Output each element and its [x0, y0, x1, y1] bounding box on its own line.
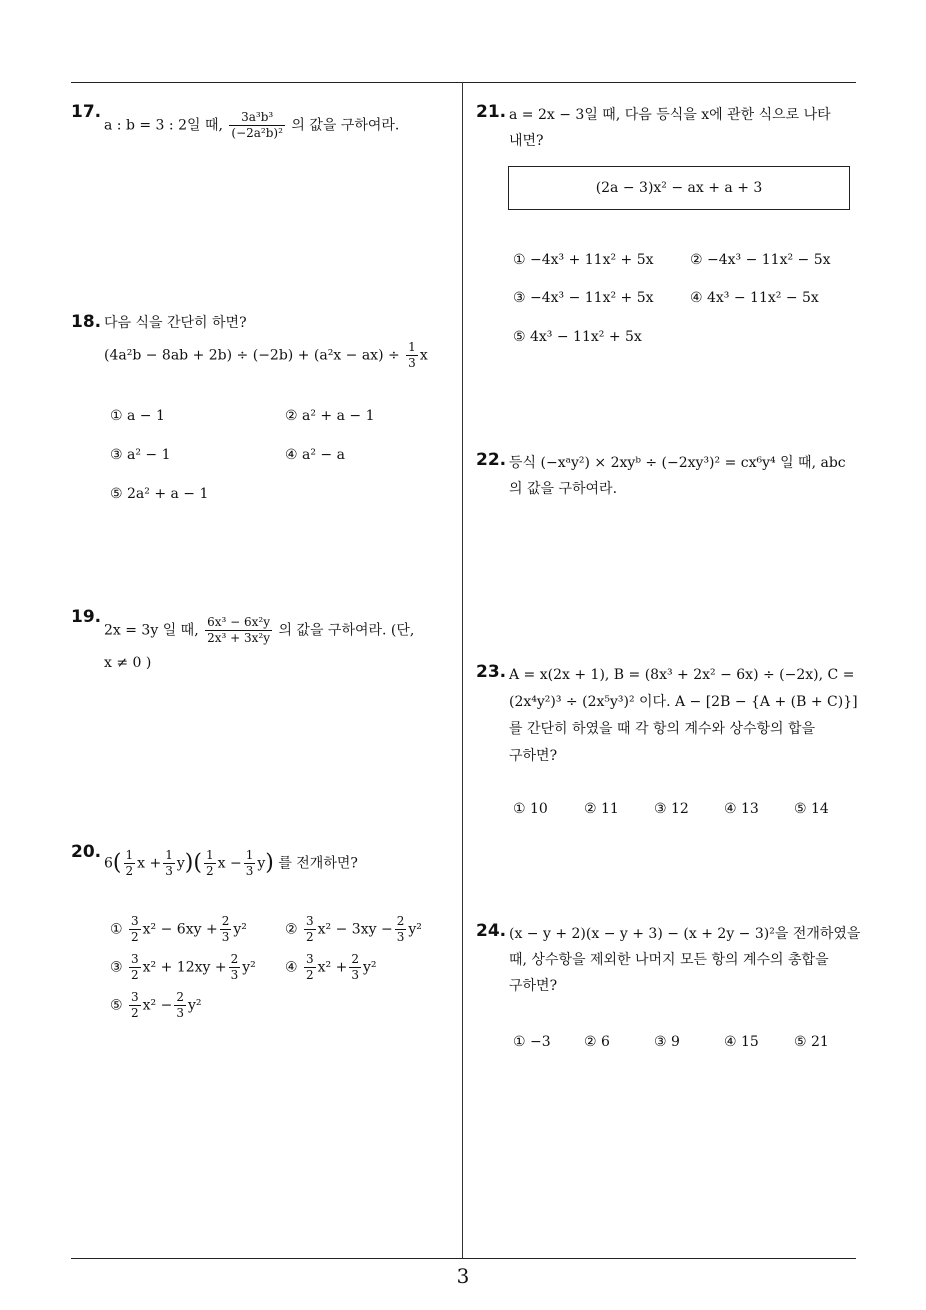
- fraction: [129, 952, 141, 983]
- numerator: 1: [245, 848, 254, 862]
- choice-4[interactable]: ④ 15: [724, 1034, 759, 1050]
- choice-marker: ①: [110, 921, 128, 938]
- question-number: 19.: [71, 607, 102, 627]
- denominator: 3: [176, 1006, 184, 1020]
- term: x² −: [142, 997, 173, 1014]
- denominator: 2: [306, 930, 314, 944]
- question-prompt: 다음 식을 간단히 하면?: [104, 315, 247, 331]
- denominator: 3: [396, 930, 405, 944]
- choice-3[interactable]: [110, 952, 256, 983]
- denominator: 2: [131, 968, 139, 982]
- q17-fraction: [229, 110, 285, 141]
- choice-1[interactable]: [110, 914, 247, 945]
- question-text-line4: 구하면?: [509, 748, 558, 764]
- term: x² − 3xy −: [317, 921, 393, 938]
- top-rule: [71, 82, 856, 83]
- fraction: [129, 914, 141, 945]
- fraction: [220, 914, 232, 945]
- denominator: 2: [306, 968, 314, 982]
- choice-5[interactable]: ⑤ 4x³ − 11x² + 5x: [513, 329, 642, 345]
- term: x² − 6xy +: [142, 921, 218, 938]
- choice-3[interactable]: ③ 12: [654, 801, 689, 817]
- numerator: 6x³ − 6x²y: [207, 615, 270, 629]
- denominator: 2: [131, 1006, 139, 1020]
- numerator: 2: [221, 914, 230, 928]
- choice-marker: ④: [285, 959, 303, 976]
- choice-2[interactable]: ② 11: [584, 801, 619, 817]
- question-text: [104, 110, 399, 141]
- term: y: [176, 855, 185, 872]
- question-text: a = 2x − 3일 때, 다음 등식을 x에 관한 식으로 나타: [509, 107, 831, 123]
- choice-marker: ⑤: [110, 997, 128, 1014]
- numerator: 3: [306, 914, 314, 928]
- numerator: 3a³b³: [229, 110, 285, 126]
- numerator: 3: [131, 952, 139, 966]
- question-expression: [104, 340, 428, 371]
- choice-2[interactable]: ② −4x³ − 11x² − 5x: [690, 252, 831, 268]
- choice-1[interactable]: ① −3: [513, 1034, 551, 1050]
- denominator: 2: [131, 930, 139, 944]
- term: y²: [188, 997, 202, 1014]
- choice-2[interactable]: ② 6: [584, 1034, 610, 1050]
- question-number: 18.: [71, 312, 102, 332]
- fraction: [229, 952, 241, 983]
- numerator: 2: [176, 990, 184, 1004]
- term: y: [257, 855, 266, 872]
- question-expression: 6( $\frac{1}{2}$ x + $\frac{1}{3}$ y)( $\frac{1}{2}$ x − $\frac{1}{3}$ y) 를 전개하면?: [104, 848, 358, 878]
- denominator: 3: [165, 864, 173, 878]
- fraction: [174, 990, 186, 1021]
- question-text-line3: 구하면?: [509, 978, 558, 994]
- numerator: 1: [205, 848, 214, 862]
- choice-4[interactable]: [285, 952, 377, 983]
- question-number: 21.: [476, 102, 507, 122]
- question-text: (x − y + 2)(x − y + 3) − (x + 2y − 3)²을 전개하였을: [509, 926, 861, 942]
- term: x² + 12xy +: [142, 959, 227, 976]
- q19-fraction: [205, 615, 272, 646]
- expr-end: x: [419, 347, 428, 364]
- question-number: 24.: [476, 921, 507, 941]
- term: y²: [363, 959, 377, 976]
- term: x² +: [317, 959, 348, 976]
- expression-box: (2a − 3)x² − ax + a + 3: [508, 166, 850, 210]
- numerator: 3: [306, 952, 314, 966]
- numerator: 3: [131, 914, 139, 928]
- page-number: 3: [456, 1264, 470, 1288]
- denominator: 3: [245, 864, 254, 878]
- fraction: [406, 340, 418, 371]
- question-text-line3: 를 간단히 하였을 때 각 항의 계수와 상수항의 합을: [509, 721, 816, 737]
- question-text-line2: 때, 상수항을 제외한 나머지 모든 항의 계수의 총합을: [509, 952, 829, 968]
- question-number: 22.: [476, 450, 507, 470]
- choice-4[interactable]: ④ a² − a: [285, 447, 345, 463]
- choice-1[interactable]: ① −4x³ + 11x² + 5x: [513, 252, 654, 268]
- choice-marker: ③: [110, 959, 128, 976]
- choice-3[interactable]: ③ 9: [654, 1034, 680, 1050]
- fraction: [244, 848, 256, 879]
- denominator: 3: [408, 356, 416, 370]
- denominator: 3: [351, 968, 359, 982]
- numerator: 3: [131, 990, 139, 1004]
- question-number: 20.: [71, 842, 102, 862]
- q19-pre: 2x = 3y 일 때,: [104, 622, 199, 639]
- choice-1[interactable]: ① a − 1: [110, 408, 165, 424]
- q17-pre: a : b = 3 : 2일 때,: [104, 117, 223, 134]
- denominator: 2x³ + 3x²y: [207, 631, 270, 645]
- numerator: 1: [165, 848, 173, 862]
- question-text-line2: x ≠ 0 ): [104, 655, 152, 671]
- choice-4[interactable]: ④ 13: [724, 801, 759, 817]
- q20-post: 를 전개하면?: [278, 855, 358, 872]
- choice-marker: ②: [285, 921, 303, 938]
- question-number: 23.: [476, 662, 507, 682]
- question-number: 17.: [71, 102, 102, 122]
- term: x +: [137, 855, 162, 872]
- bottom-rule: [71, 1258, 856, 1259]
- question-text: 등식 (−xᵃy²) × 2xyᵇ ÷ (−2xy³)² = cx⁶y⁴ 일 때, abc: [509, 455, 846, 471]
- question-text-line2: (2x⁴y²)³ ÷ (2x⁵y³)² 이다. A − [2B − {A + (B + C)}]: [509, 694, 858, 710]
- question-text: [104, 615, 414, 646]
- numerator: 1: [125, 848, 134, 862]
- choice-2[interactable]: ② a² + a − 1: [285, 408, 375, 424]
- term: x −: [217, 855, 242, 872]
- expr-text: (4a²b − 8ab + 2b) ÷ (−2b) + (a²x − ax) ÷: [104, 347, 400, 364]
- choice-5[interactable]: ⑤ 2a² + a − 1: [110, 486, 209, 502]
- fraction: [395, 914, 407, 945]
- term: y²: [242, 959, 256, 976]
- choice-5[interactable]: ⑤ 21: [794, 1034, 829, 1050]
- question-text-line2: 의 값을 구하여라.: [509, 481, 618, 497]
- q19-post: 의 값을 구하여라. (단,: [278, 622, 415, 639]
- denominator: 3: [221, 930, 230, 944]
- choice-5[interactable]: [110, 990, 202, 1021]
- denominator: 3: [230, 968, 239, 982]
- choice-3[interactable]: ③ −4x³ − 11x² + 5x: [513, 290, 654, 306]
- fraction: [129, 990, 141, 1021]
- denominator: (−2a²b)²: [231, 126, 283, 140]
- term: y²: [233, 921, 247, 938]
- q17-post: 의 값을 구하여라.: [291, 117, 400, 134]
- choice-3[interactable]: ③ a² − 1: [110, 447, 171, 463]
- numerator: 2: [396, 914, 405, 928]
- term: y²: [408, 921, 422, 938]
- fraction: [204, 848, 216, 879]
- choice-5[interactable]: ⑤ 14: [794, 801, 829, 817]
- numerator: 1: [408, 340, 416, 354]
- coefficient: 6: [104, 855, 113, 872]
- choice-2[interactable]: [285, 914, 422, 945]
- choice-1[interactable]: ① 10: [513, 801, 548, 817]
- denominator: 2: [125, 864, 134, 878]
- denominator: 2: [205, 864, 214, 878]
- fraction: [304, 952, 316, 983]
- fraction: [304, 914, 316, 945]
- question-text-line2: 내면?: [509, 133, 544, 149]
- numerator: 2: [351, 952, 359, 966]
- numerator: 2: [230, 952, 239, 966]
- fraction: [349, 952, 361, 983]
- choice-4[interactable]: ④ 4x³ − 11x² − 5x: [690, 290, 819, 306]
- column-divider: [462, 82, 463, 1259]
- fraction: [163, 848, 175, 879]
- fraction: [124, 848, 136, 879]
- question-text: A = x(2x + 1), B = (8x³ + 2x² − 6x) ÷ (−2x), C =: [509, 667, 855, 683]
